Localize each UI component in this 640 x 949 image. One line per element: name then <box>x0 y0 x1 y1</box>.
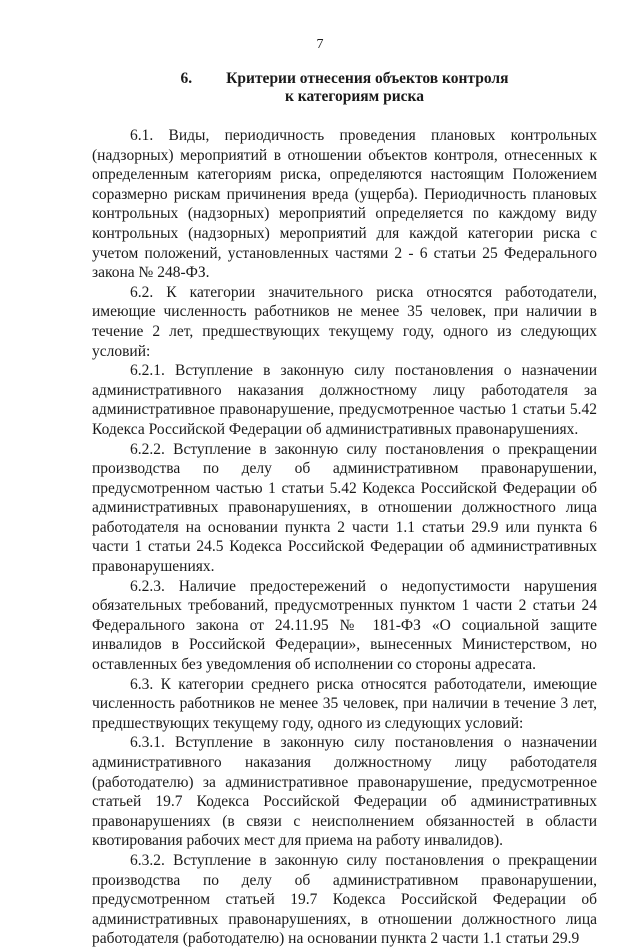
paragraph-6-2-1: 6.2.1. Вступление в законную силу постановления о назначении административного наказания должностному лицу работодателя за административное правонарушение, предусмотренное частью 1 статьи 5.42 Кодекса Российской Федерации об административных правонарушениях. <box>92 362 597 438</box>
paragraph-6-2-3: 6.2.3. Наличие предостережений о недопустимости нарушения обязательных требований, предусмотренных пунктом 1 части 2 статьи 24 Федерального закона от 24.11.95 № 181-ФЗ «О социальной защите инвалидов в Российской Федерации», вынесенных Министерством, но оставленных без уведомления об исполнении со стороны адресата. <box>92 577 597 674</box>
section-number: 6. <box>180 70 193 87</box>
section-heading <box>92 70 597 106</box>
paragraph-6-2: 6.2. К категории значительного риска относятся работодатели, имеющие численность работников не менее 35 человек, при наличии в течение 2 лет, предшествующих текущему году, одного из следующих условий: <box>92 283 597 360</box>
page-number: 7 <box>316 37 324 52</box>
document-body <box>92 126 597 949</box>
section-heading-line1 <box>92 70 597 88</box>
paragraph-6-3: 6.3. К категории среднего риска относятся работодатели, имеющие численность работников не менее 35 человек, при наличии в течение 3 лет, предшествующих текущему году, одного из следующих условий: <box>92 675 597 732</box>
paragraph-6-3-2: 6.3.2. Вступление в законную силу постановления о прекращении производства по делу об административном правонарушении, предусмотренном статьей 19.7 Кодекса Российской Федерации об административных правонарушениях, в отношении должностного лица работодателя (работодателю) на основании пункта 2 части 1.1 статьи 29.9 <box>92 851 597 948</box>
paragraph-6-2-2: 6.2.2. Вступление в законную силу постановления о прекращении производства по делу об административном правонарушении, предусмотренном частью 1 статьи 5.42 Кодекса Российской Федерации об административных правонарушениях, в отношении должностного лица работодателя на основании пункта 2 части 1.1 статьи 29.9 или пункта 6 части 1 статьи 24.5 Кодекса Российской Федерации об административных правонарушениях. <box>92 440 597 576</box>
section-title: Критерии отнесения объектов контроля <box>226 70 509 87</box>
section-title-continuation: к категориям риска <box>285 88 424 105</box>
paragraph-6-1: 6.1. Виды, периодичность проведения плановых контрольных (надзорных) мероприятий в отношении объектов контроля, отнесенных к определенным категориям риска, определяются настоящим Положением соразмерно рискам причинения вреда (ущерба). Периодичность плановых контрольных (надзорных) мероприятий определяется по каждому виду контрольных (надзорных) мероприятий для каждой категории риска с учетом положений, установленных частями 2 - 6 статьи 25 Федерального закона № 248-ФЗ. <box>92 127 597 282</box>
paragraph-6-3-1: 6.3.1. Вступление в законную силу постановления о назначении административного наказания должностному лицу работодателя (работодателю) за административное правонарушение, предусмотренное статьей 19.7 Кодекса Российской Федерации об административных правонарушениях (в связи с неисполнением обязанностей в области квотирования рабочих мест для приема на работу инвалидов). <box>92 734 597 850</box>
